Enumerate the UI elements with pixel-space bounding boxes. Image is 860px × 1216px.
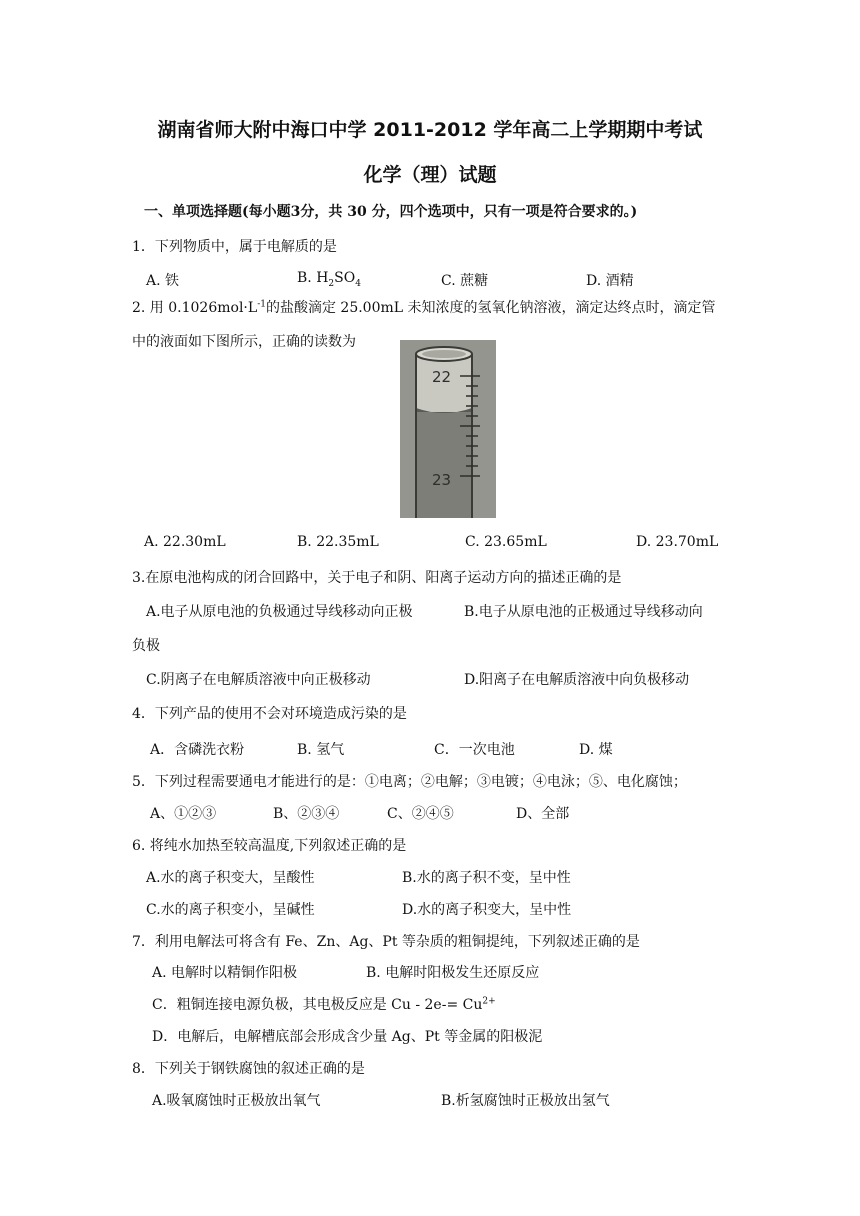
question-3-option-d: D.阳离子在电解质溶液中向负极移动 xyxy=(464,672,690,688)
question-1-option-c: C. 蔗糖 xyxy=(441,273,489,289)
question-2-option-c: C. 23.65mL xyxy=(465,534,547,550)
question-6-option-b: B.水的离子积不变，呈中性 xyxy=(402,870,571,886)
question-4-option-c: C．一次电池 xyxy=(434,742,515,758)
question-4-option-b: B. 氢气 xyxy=(297,742,345,758)
question-3-option-a: A.电子从原电池的负极通过导线移动向正极 xyxy=(146,604,413,620)
question-5-option-b: B、②③④ xyxy=(273,806,340,822)
question-6-stem: 6. 将纯水加热至较高温度,下列叙述正确的是 xyxy=(132,838,407,854)
burette-mark-23: 23 xyxy=(432,471,452,489)
question-7-option-b: B. 电解时阳极发生还原反应 xyxy=(366,965,540,981)
question-6-option-a: A.水的离子积变大，呈酸性 xyxy=(146,870,315,886)
question-1-option-a: A. 铁 xyxy=(146,273,180,289)
question-7-option-a: A. 电解时以精铜作阳极 xyxy=(152,965,298,981)
question-6-option-c: C.水的离子积变小，呈碱性 xyxy=(146,902,315,918)
burette-figure xyxy=(400,340,496,518)
question-6-option-d: D.水的离子积变大，呈中性 xyxy=(402,902,572,918)
question-4-stem: 4．下列产品的使用不会对环境造成污染的是 xyxy=(132,706,407,722)
question-7-option-c: C．粗铜连接电源负极，其电极反应是 $Cu - 2e-= Cu^{2+}$ xyxy=(152,996,496,1013)
question-2-option-a: A. 22.30mL xyxy=(144,534,226,550)
question-2-stem-line2: 中的液面如下图所示，正确的读数为 xyxy=(132,334,356,350)
question-2-option-d: D. 23.70mL xyxy=(636,534,719,550)
question-1-option-b: B. $H_2SO_4$ xyxy=(297,270,361,289)
question-2-stem: 2. 用 $0.1026mol\cdot L^{-1}$的盐酸滴定 25.00mL 未知浓度的氢氧化钠溶液，滴定达终点时，滴定管 xyxy=(132,299,716,316)
question-8-option-b: B.析氢腐蚀时正极放出氢气 xyxy=(441,1093,610,1109)
question-4-option-d: D. 煤 xyxy=(579,742,613,758)
question-4-option-a: A．含磷洗衣粉 xyxy=(150,742,245,758)
question-5-stem: 5．下列过程需要通电才能进行的是：①电离；②电解；③电镀；④电泳；⑤、电化腐蚀； xyxy=(132,774,687,790)
question-5-option-c: C、②④⑤ xyxy=(387,806,454,822)
exam-subtitle: 化学（理）试题 xyxy=(363,164,497,186)
question-8-option-a: A.吸氧腐蚀时正极放出氧气 xyxy=(152,1093,321,1109)
question-7-option-d: D．电解后，电解槽底部会形成含少量 Ag、Pt 等金属的阳极泥 xyxy=(152,1029,543,1045)
question-3-option-b-continued: 负极 xyxy=(132,638,160,654)
question-7-stem: 7．利用电解法可将含有 Fe、Zn、Ag、Pt 等杂质的粗铜提纯，下列叙述正确的是 xyxy=(132,934,640,950)
question-5-option-a: A、①②③ xyxy=(150,806,217,822)
question-2-option-b: B. 22.35mL xyxy=(297,534,379,550)
question-3-option-b: B.电子从原电池的正极通过导线移动向 xyxy=(464,604,703,620)
question-1-option-d: D. 酒精 xyxy=(586,273,634,289)
burette-mark-22: 22 xyxy=(432,368,452,386)
question-3-stem: 3.在原电池构成的闭合回路中，关于电子和阴、阳离子运动方向的描述正确的是 xyxy=(132,570,622,586)
question-3-option-c: C.阴离子在电解质溶液中向正极移动 xyxy=(146,672,371,688)
question-1-stem: 1．下列物质中，属于电解质的是 xyxy=(132,239,337,255)
section-heading: 一、单项选择题(每小题3分，共 30 分，四个选项中，只有一项是符合要求的。) xyxy=(144,204,638,220)
exam-title: 湖南省师大附中海口中学 2011-2012 学年高二上学期期中考试 xyxy=(157,119,703,141)
question-5-option-d: D、全部 xyxy=(516,806,570,822)
question-8-stem: 8．下列关于钢铁腐蚀的叙述正确的是 xyxy=(132,1061,365,1077)
